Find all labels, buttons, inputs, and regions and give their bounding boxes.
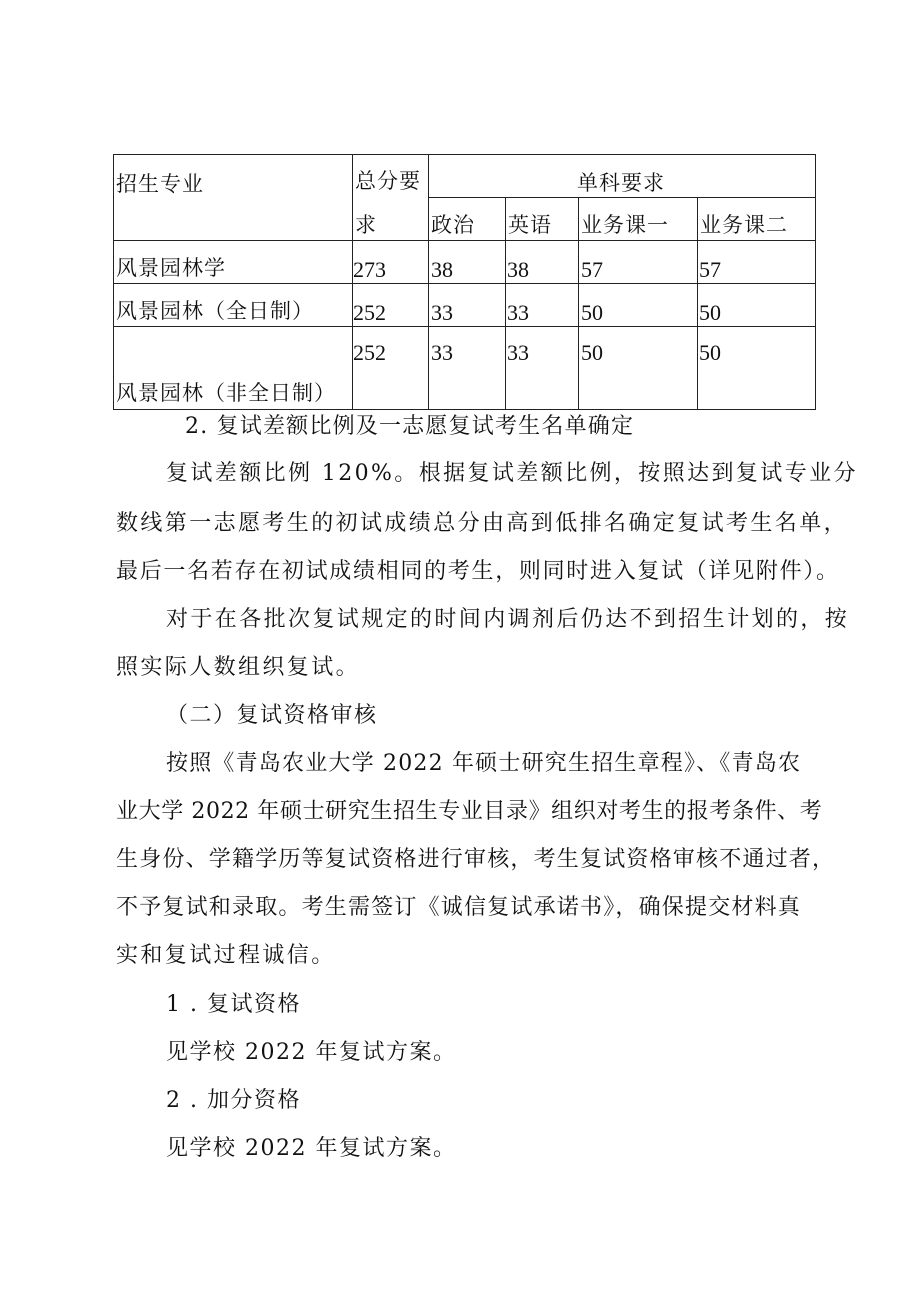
- table-col-line-2: [428, 154, 429, 410]
- row-score-course2: 50: [699, 300, 721, 325]
- table-line-subheader: [428, 197, 816, 198]
- section-b-heading: （二）复试资格审核: [166, 703, 378, 728]
- header-subject-course2: 业务课二: [700, 213, 788, 237]
- header-major: 招生专业: [116, 172, 204, 196]
- item1-text: 见学校 2022 年复试方案。: [166, 1040, 457, 1065]
- paragraph-line: 最后一名若存在初试成绩相同的考生，则同时进入复试（详见附件）。: [116, 559, 840, 584]
- header-total-line1: 总分要: [355, 169, 421, 193]
- paragraph-line: 对于在各批次复试规定的时间内调剂后仍达不到招生计划的，按: [166, 607, 850, 632]
- paragraph-line: 不予复试和录取。考生需签订《诚信复试承诺书》，确保提交材料真: [116, 895, 802, 920]
- header-subject-course1: 业务课一: [581, 213, 669, 237]
- paragraph-line: 数线第一志愿考生的初试成绩总分由高到低排名确定复试考生名单，: [116, 511, 849, 536]
- paragraph-line: 生身份、学籍学历等复试资格进行审核，考生复试资格审核不通过者，: [116, 847, 836, 872]
- row-score-course1: 50: [581, 340, 603, 365]
- header-single-subject: 单科要求: [577, 171, 665, 195]
- table-col-line-5: [697, 197, 698, 410]
- paragraph-line: 复试差额比例 120%。根据复试差额比例，按照达到复试专业分: [166, 461, 858, 486]
- row-score-english: 33: [507, 300, 529, 325]
- section2-heading: 2. 复试差额比例及一志愿复试考生名单确定: [185, 414, 635, 439]
- item2-text: 见学校 2022 年复试方案。: [166, 1136, 457, 1161]
- row-score-politics: 33: [431, 340, 453, 365]
- row-major: 风景园林（非全日制）: [116, 381, 336, 405]
- row-score-course1: 57: [581, 257, 603, 282]
- table-line-header-bottom: [113, 240, 816, 241]
- paragraph-line: 按照《青岛农业大学 2022 年硕士研究生招生章程》、《青岛农: [166, 751, 802, 776]
- table-border-top: [113, 154, 816, 155]
- paragraph-line: 实和复试过程诚信。: [116, 943, 336, 968]
- row-score-course1: 50: [581, 300, 603, 325]
- table-line-row1: [113, 283, 816, 284]
- row-major: 风景园林（全日制）: [116, 299, 314, 323]
- row-total: 252: [353, 340, 386, 365]
- row-score-english: 33: [507, 340, 529, 365]
- item1-heading: 1 . 复试资格: [166, 992, 301, 1017]
- header-subject-english: 英语: [508, 213, 552, 237]
- row-total: 273: [353, 257, 386, 282]
- row-score-politics: 38: [431, 257, 453, 282]
- table-border-bottom: [113, 409, 816, 410]
- table-col-line-4: [578, 197, 579, 410]
- paragraph-line: 照实际人数组织复试。: [116, 655, 361, 680]
- row-score-course2: 50: [699, 340, 721, 365]
- row-major: 风景园林学: [116, 256, 226, 280]
- row-total: 252: [353, 300, 386, 325]
- paragraph-line: 业大学 2022 年硕士研究生招生专业目录》组织对考生的报考条件、考: [116, 799, 823, 824]
- item2-heading: 2 . 加分资格: [166, 1088, 301, 1113]
- row-score-english: 38: [507, 257, 529, 282]
- table-border-left: [113, 154, 114, 410]
- header-subject-politics: 政治: [431, 213, 475, 237]
- table-line-row2: [113, 326, 816, 327]
- header-total-line2: 求: [355, 213, 377, 237]
- row-score-politics: 33: [431, 300, 453, 325]
- table-border-right: [815, 154, 816, 410]
- table-col-line-3: [505, 197, 506, 410]
- row-score-course2: 57: [699, 257, 721, 282]
